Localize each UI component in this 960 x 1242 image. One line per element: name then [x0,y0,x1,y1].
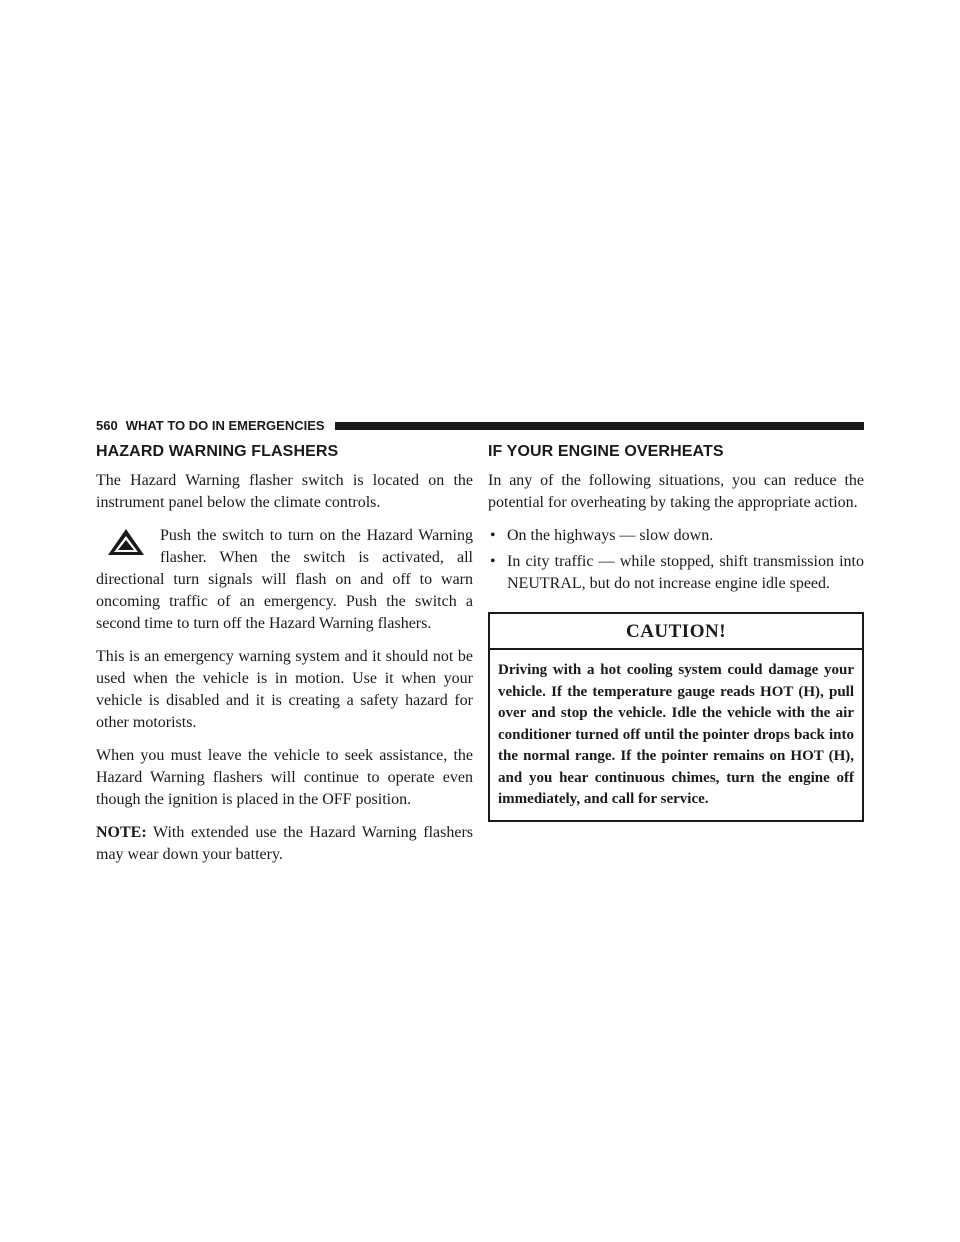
note-text: With extended use the Hazard Warning flashers may wear down your battery. [96,824,473,863]
list-item [488,551,864,595]
hazard-note [96,822,473,866]
bullet-icon: • [490,527,496,544]
list-item-text: In city traffic — while stopped, shift transmission into NEUTRAL, but do not increase engine idle speed. [507,553,864,592]
note-label: NOTE: [96,824,147,841]
hazard-triangle-icon [106,527,146,557]
overheat-list [488,525,864,595]
overheat-heading: IF YOUR ENGINE OVERHEATS [488,443,724,460]
hazard-heading: HAZARD WARNING FLASHERS [96,443,339,460]
bullet-icon: • [490,553,496,570]
page-number: 560 [96,418,118,433]
right-column [488,442,864,822]
caution-text: Driving with a hot cooling system could damage your vehicle. If the temperature gauge reads HOT (H), pull over and stop the vehicle. Idle the vehicle with the air conditioner turned off until the pointer drops back into the normal range. If the pointer remains on HOT (H), and you hear continuous chimes, turn the engine off immediately, and call for service. [498,662,854,807]
caution-box [488,612,864,822]
overheat-intro: In any of the following situations, you can reduce the potential for overheating by taking the appropriate action. [488,472,864,511]
hazard-paragraph-leaving: When you must leave the vehicle to seek assistance, the Hazard Warning flashers will continue to operate even though the ignition is placed in the OFF position. [96,747,473,808]
page-header [96,419,864,433]
header-rule [335,422,864,430]
hazard-paragraph-usage: This is an emergency warning system and it should not be used when the vehicle is in motion. Use it when your vehicle is disabled and it is creating a safety hazard for other motorists. [96,648,473,731]
caution-title: CAUTION! [490,614,862,650]
hazard-paragraph-operation: Push the switch to turn on the Hazard Warning flasher. When the switch is activated, all directional turn signals will flash on and off to warn oncoming traffic of an emergency. Push the switch a second time to turn off the Hazard Warning flashers. [96,527,473,632]
list-item [488,525,864,547]
hazard-paragraph-location: The Hazard Warning flasher switch is located on the instrument panel below the climate controls. [96,472,473,511]
section-title: WHAT TO DO IN EMERGENCIES [125,418,325,433]
left-column [96,442,473,877]
hazard-paragraph-with-icon [96,525,473,635]
list-item-text: On the highways — slow down. [507,527,714,544]
